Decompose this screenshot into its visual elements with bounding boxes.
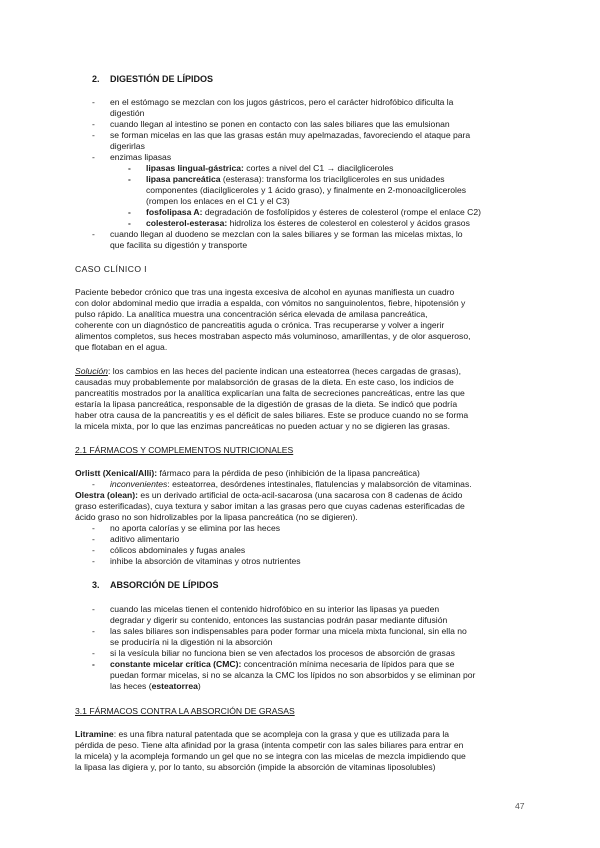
term: lipasas lingual-gástrica: [146, 163, 244, 173]
paragraph-line: pérdida de peso. Tiene alta afinidad por la grasa (intenta competir con las sales biliares para entrar en [75, 740, 464, 750]
definition: hidroliza los ésteres de colesterol en colesterol y ácidos grasos [227, 218, 470, 228]
definition: (esterasa): transforma los triacilgliceroles en sus unidades [220, 174, 445, 184]
solution-line [75, 366, 461, 377]
drug-name: Olestra (olean): [75, 490, 139, 500]
paragraph-line: la micela) y la acompleja formando un gel que no se integra con las micelas de mezcla impidiendo que [75, 751, 466, 761]
bullet-dash: - [92, 604, 95, 614]
sub-bullet-dash: - [128, 218, 131, 228]
sub-bullet-dash: - [128, 163, 131, 173]
bullet-dash: - [92, 152, 95, 162]
list-item: cuando llegan al duodeno se mezclan con la sales biliares y se forman las micelas mixtas, lo [110, 229, 463, 239]
solution-paragraph-line: causadas muy probablemente por malabsorción de grasas de la dieta. En este caso, los indicios de [75, 377, 454, 387]
section-2-1-title: 2.1 FÁRMACOS Y COMPLEMENTOS NUTRICIONALES [75, 445, 294, 455]
bullet-dash: - [92, 229, 95, 239]
sub-list-item [146, 218, 470, 229]
list-item-cont: degradar y digerir su contenido, entonces las sustancias podrán pasar mediante difusión [110, 615, 448, 625]
section-3-number: 3. [92, 580, 100, 590]
drug-name: Litramine [75, 729, 114, 739]
list-item-cont [110, 681, 201, 692]
bullet-dash: - [92, 130, 95, 140]
bullet-dash: - [92, 97, 95, 107]
text: las heces ( [110, 681, 152, 691]
term: fosfolipasa A: [146, 207, 203, 217]
list-item [110, 659, 454, 670]
solution-paragraph-line: pancreatitis mostrados por la analítica explicarían una falta de secreciones pancreáticas, entre las que [75, 388, 465, 398]
drug-litramine [75, 729, 449, 740]
paragraph-line: ácido graso no son hidrolizables por la lipasa pancreática (no se digieren). [75, 512, 358, 522]
section-2-title: DIGESTIÓN DE LÍPIDOS [110, 74, 214, 84]
list-item: no aporta calorías y se elimina por las heces [110, 523, 281, 533]
bullet-dash: - [92, 479, 95, 489]
drug-orlistat [75, 468, 420, 479]
list-item: enzimas lipasas [110, 152, 172, 162]
list-item [110, 479, 472, 490]
solution-paragraph-line: estaría la lipasa pancreática, responsable de la digestión de grasas de la dieta. Se indicó que podría [75, 399, 458, 409]
term: constante micelar crítica (CMC): [110, 659, 242, 669]
definition: degradación de fosfolípidos y ésteres de colesterol (rompe el enlace C2) [202, 207, 482, 217]
bullet-dash: - [92, 523, 95, 533]
bullet-dash: - [92, 648, 95, 658]
drug-name: Orlistt (Xenical/Alli): [75, 468, 158, 478]
sub-list-item [146, 163, 393, 174]
sub-list-item [146, 174, 445, 185]
list-item-cont: se produciría ni la digestión ni la absorción [110, 637, 273, 647]
bullet-dash: - [92, 534, 95, 544]
list-item: en el estómago se mezclan con los jugos gástricos, pero el carácter hidrofóbico dificulta la [110, 97, 454, 107]
definition: concentración mínima necesaria de lípidos para que se [241, 659, 455, 669]
list-item: cuando llegan al intestino se ponen en contacto con las sales biliares que las emulsionan [110, 119, 450, 129]
list-item-cont: que facilita su digestión y transporte [110, 240, 248, 250]
bullet-dash: - [92, 556, 95, 566]
case-paragraph-line: con dolor abdominal medio que irradia a espalda, con vómitos no sanguinolentos, fiebre, hipotensión y [75, 298, 466, 308]
list-item: cuando las micelas tienen el contenido hidrofóbico en su interior las lipasas ya pueden [110, 604, 440, 614]
drug-olestra [75, 490, 462, 501]
case-paragraph-line: coherente con un diagnóstico de pancreatitis aguda o crónica. Tras recuperarse y volver a ingerir [75, 320, 445, 330]
term: inconvenientes [110, 479, 168, 489]
solution-text: : los cambios en las heces del paciente indican una esteatorrea (heces cargadas de grasas), [107, 366, 461, 376]
list-item: si la vesícula biliar no funciona bien se ven afectados los procesos de absorción de grasas [110, 648, 455, 658]
list-item: se forman micelas en las que las grasas están muy apelmazadas, favoreciendo el ataque para [110, 130, 471, 140]
sub-list-item-cont: (rompen los enlaces en el C1 y el C3) [146, 196, 290, 206]
case-paragraph-line: que flotaban en el agua. [75, 342, 168, 352]
solution-paragraph-line: la micela mixta, por lo que las enzimas pancreáticas no pueden actuar y no se digieren las grasas. [75, 421, 450, 431]
term: lipasa pancreática [146, 174, 221, 184]
list-item: inhibe la absorción de vitaminas y otros nutrientes [110, 556, 301, 566]
list-item-cont: digerirlas [110, 141, 145, 151]
page-number: 47 [515, 801, 525, 811]
sub-list-item [146, 207, 481, 218]
drug-description: es un derivado artificial de octa-acil-sacarosa (una sacarosa con 8 cadenas de ácido [138, 490, 463, 500]
case-title: CASO CLÍNICO I [75, 264, 147, 274]
definition: cortes a nivel del C1 → diacilgliceroles [243, 163, 394, 173]
list-item: aditivo alimentario [110, 534, 180, 544]
list-item: las sales biliares son indispensables para poder formar una micela mixta funcional, sin ella no [110, 626, 467, 636]
list-item: cólicos abdominales y fugas anales [110, 545, 246, 555]
sub-bullet-dash: - [128, 207, 131, 217]
list-item-cont: puedan formar micelas, si no se alcanza la CMC los lípidos no son absorbidos y se eliminan por [110, 670, 476, 680]
paragraph-line: graso esterificadas), cuya textura y sabor imitan a las grasas pero que cuyas cadenas esterificadas de [75, 501, 465, 511]
term: colesterol-esterasa: [146, 218, 228, 228]
bullet-dash: - [92, 545, 95, 555]
sub-list-item-cont: componentes (diacilgliceroles y 1 ácido graso), y finalmente en 2-monoacilgliceroles [146, 185, 467, 195]
section-3-title: ABSORCIÓN DE LÍPIDOS [110, 580, 219, 590]
solution-label: Solución [75, 366, 108, 376]
section-3-1-title: 3.1 FÁRMACOS CONTRA LA ABSORCIÓN DE GRASAS [75, 706, 295, 716]
drug-description: fármaco para la pérdida de peso (inhibición de la lipasa pancreática) [157, 468, 420, 478]
list-item-cont: digestión [110, 108, 145, 118]
bullet-dash: - [92, 659, 95, 669]
bullet-dash: - [92, 626, 95, 636]
solution-paragraph-line: haber otra causa de la pancreatitis y es el déficit de sales biliares. Este se produce cuando no se forma [75, 410, 469, 420]
section-2-number: 2. [92, 74, 100, 84]
case-paragraph-line: Paciente bebedor crónico que tras una ingesta excesiva de alcohol en ayunas manifiesta un cuadro [75, 287, 455, 297]
case-paragraph-line: pulso rápido. La analítica muestra una concentración sérica elevada de amilasa pancreática, [75, 309, 428, 319]
bullet-dash: - [92, 119, 95, 129]
definition: : esteatorrea, desórdenes intestinales, flatulencias y malabsorción de vitaminas. [167, 479, 472, 489]
drug-description: : es una fibra natural patentada que se acompleja con la grasa y que es utilizada para la [113, 729, 450, 739]
term: esteatorrea [151, 681, 198, 691]
sub-bullet-dash: - [128, 174, 131, 184]
text: ) [197, 681, 201, 691]
paragraph-line: la lipasa las digiera y, por lo tanto, su absorción (impide la absorción de vitaminas liposolubles) [75, 762, 436, 772]
case-paragraph-line: alimentos completos, sus heces mostraban aspecto más voluminoso, amarillentas, y de olor asqueroso, [75, 331, 471, 341]
